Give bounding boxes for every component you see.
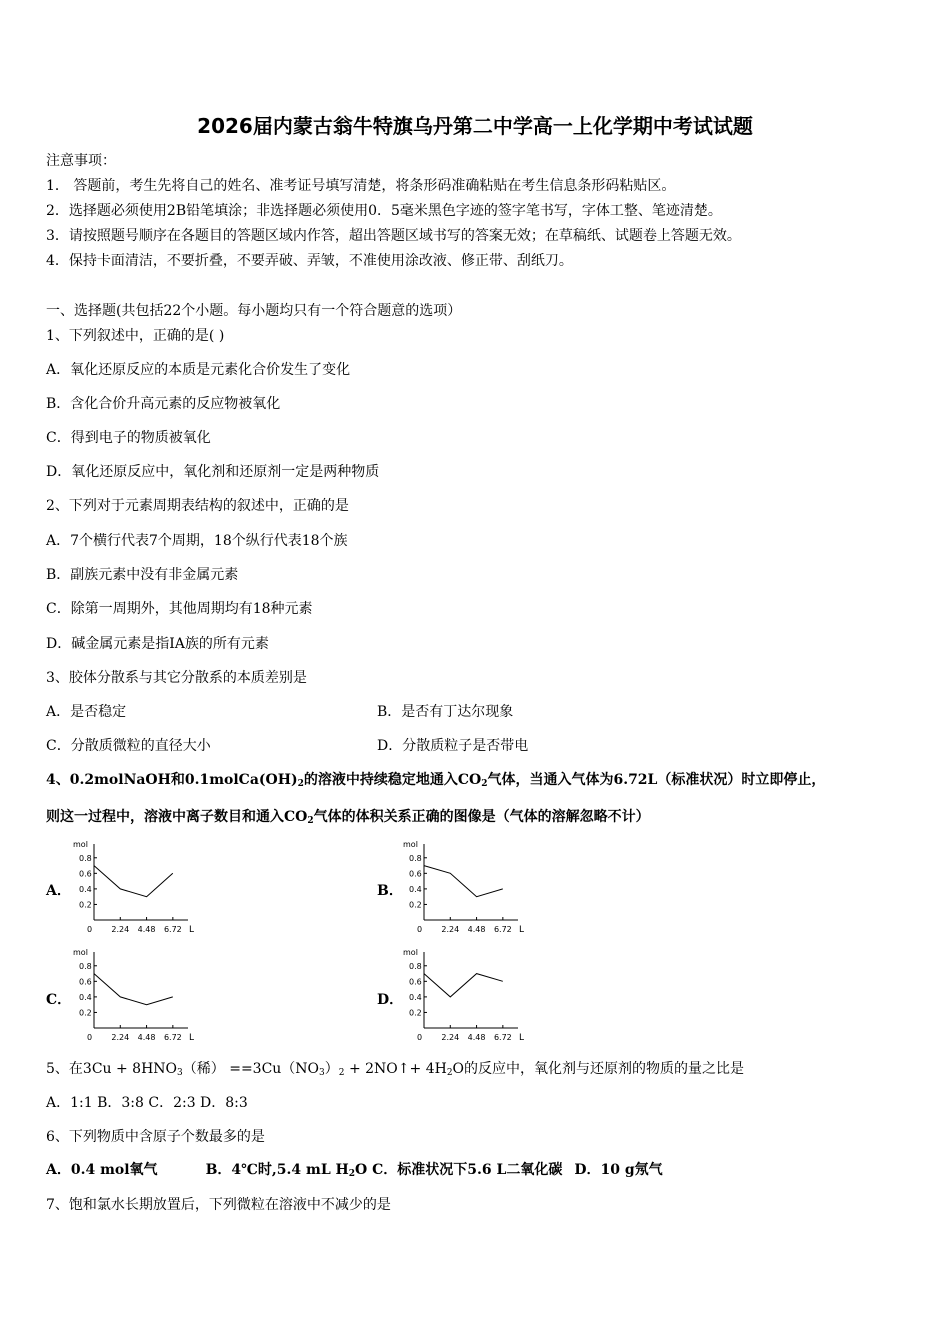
x-tick-label: 6.72	[493, 1033, 512, 1042]
q3-option-b: B．是否有丁达尔现象	[377, 704, 514, 720]
q1-option-c: C．得到电子的物质被氧化	[46, 430, 211, 446]
y-tick-label: 0.2	[79, 1008, 92, 1018]
q2-stem: 2、下列对于元素周期表结构的叙述中，正确的是	[46, 498, 349, 514]
q4-option-c-label: C．	[46, 992, 72, 1008]
x-tick-label: 6.72	[493, 925, 512, 934]
q6-option-b: B．4℃时,5.4 mL H	[205, 1162, 349, 1178]
x-axis-label: L	[189, 925, 195, 935]
q3-option-d: D．分散质粒子是否带电	[377, 738, 529, 754]
q4-text: 4、0.2molNaOH和0.1molCa(OH)	[46, 772, 298, 788]
exam-title: 2026届内蒙古翁牛特旗乌丹第二中学高一上化学期中考试试题	[197, 114, 753, 138]
x-tick-label: 2.24	[441, 925, 460, 934]
q2-option-c: C．除第一周期外，其他周期均有18种元素	[46, 601, 313, 617]
q5-stem	[46, 1060, 744, 1082]
q3-stem: 3、胶体分散系与其它分散系的本质差别是	[46, 670, 307, 686]
q4-text: 气体的体积关系正确的图像是（气体的溶解忽略不计）	[313, 809, 650, 825]
origin-label: 0	[417, 1033, 423, 1042]
q3-option-c: C．分散质微粒的直径大小	[46, 738, 211, 754]
q4-text: 则这一过程中，溶液中离子数目和通入CO	[46, 809, 308, 825]
q6-option-d: D．10 g氖气	[574, 1162, 663, 1178]
y-tick-label: 0.8	[409, 853, 422, 863]
q4-option-a-label: A．	[46, 883, 71, 899]
q5-text: O的反应中，氧化剂与还原剂的物质的量之比是	[452, 1061, 745, 1077]
series-line	[424, 866, 503, 897]
series-line	[94, 866, 173, 897]
y-axis-label: mol	[73, 948, 88, 957]
y-axis-label: mol	[403, 948, 418, 957]
q1-stem: 1、下列叙述中，正确的是( )	[46, 328, 225, 344]
q2-option-b: B．副族元素中没有非金属元素	[46, 567, 239, 583]
x-axis-label: L	[519, 1033, 525, 1043]
notice-item: 2．选择题必须使用2B铅笔填涂；非选择题必须使用0．5毫米黑色字迹的签字笔书写，字体工整、笔迹清楚。	[46, 203, 722, 219]
graph-option-b	[400, 836, 525, 938]
q7-stem: 7、饱和氯水长期放置后，下列微粒在溶液中不减少的是	[46, 1197, 391, 1213]
subscript: 2	[481, 779, 488, 789]
y-tick-label: 0.8	[79, 853, 92, 863]
origin-label: 0	[417, 925, 423, 934]
graph-option-c	[70, 944, 195, 1046]
subscript: 3	[177, 1068, 183, 1078]
q4-text: 气体，当通入气体为6.72L（标准状况）时立即停止，	[487, 772, 826, 788]
y-tick-label: 0.2	[79, 900, 92, 910]
y-tick-label: 0.4	[409, 992, 422, 1002]
section-heading: 一、选择题(共包括22个小题。每小题均只有一个符合题意的选项）	[46, 303, 462, 319]
origin-label: 0	[87, 925, 93, 934]
notice-heading: 注意事项：	[46, 153, 116, 169]
notice-item: 3．请按照题号顺序在各题目的答题区域内作答，超出答题区域书写的答案无效；在草稿纸、试题卷上答题无效。	[46, 228, 741, 244]
x-tick-label: 6.72	[163, 1033, 182, 1042]
y-axis-label: mol	[403, 840, 418, 849]
x-tick-label: 4.48	[467, 925, 486, 934]
y-tick-label: 0.4	[79, 884, 92, 894]
series-line	[424, 974, 503, 997]
x-tick-label: 2.24	[111, 925, 130, 934]
subscript: 2	[297, 779, 304, 789]
q5-options: A．1:1 B．3:8 C．2:3 D．8:3	[46, 1095, 248, 1111]
q5-text: + 2NO↑+ 4H	[344, 1061, 447, 1077]
x-tick-label: 6.72	[163, 925, 182, 934]
y-tick-label: 0.2	[409, 1008, 422, 1018]
y-tick-label: 0.6	[79, 977, 92, 987]
notice-item: 1． 答题前，考生先将自己的姓名、准考证号填写清楚，将条形码准确粘贴在考生信息条形码粘贴区。	[46, 178, 676, 194]
q3-option-a: A．是否稳定	[46, 704, 127, 720]
y-tick-label: 0.2	[409, 900, 422, 910]
y-tick-label: 0.6	[409, 977, 422, 987]
x-tick-label: 4.48	[137, 925, 156, 934]
q1-option-a: A．氧化还原反应的本质是元素化合价发生了变化	[46, 362, 351, 378]
q5-text: 5、在3Cu + 8HNO	[46, 1061, 178, 1077]
series-line	[94, 974, 173, 1005]
q6-option-c: O C．标准状况下5.6 L二氧化碳	[355, 1162, 563, 1178]
x-tick-label: 2.24	[111, 1033, 130, 1042]
q6-option-a: A．0.4 mol氧气	[46, 1162, 158, 1178]
x-tick-label: 4.48	[467, 1033, 486, 1042]
origin-label: 0	[87, 1033, 93, 1042]
subscript: 2	[446, 1068, 453, 1078]
q2-option-d: D．碱金属元素是指ⅠA族的所有元素	[46, 636, 269, 652]
q4-stem-line1	[46, 771, 825, 793]
subscript: 3	[319, 1068, 325, 1078]
graph-option-a	[70, 836, 195, 938]
x-tick-label: 4.48	[137, 1033, 156, 1042]
q5-text: （稀） ==3Cu（NO	[182, 1061, 320, 1077]
graph-option-d	[400, 944, 525, 1046]
x-axis-label: L	[189, 1033, 195, 1043]
q6-stem: 6、下列物质中含原子个数最多的是	[46, 1129, 265, 1145]
q4-stem-line2	[46, 808, 650, 830]
subscript: 2	[338, 1068, 345, 1078]
q2-option-a: A．7个横行代表7个周期，18个纵行代表18个族	[46, 533, 348, 549]
y-tick-label: 0.8	[79, 961, 92, 971]
q1-option-d: D．氧化还原反应中，氧化剂和还原剂一定是两种物质	[46, 464, 380, 480]
y-axis-label: mol	[73, 840, 88, 849]
subscript: 2	[348, 1169, 356, 1179]
q4-option-d-label: D．	[377, 992, 404, 1008]
y-tick-label: 0.6	[79, 869, 92, 879]
subscript: 2	[307, 816, 314, 826]
y-tick-label: 0.6	[409, 869, 422, 879]
q1-option-b: B．含化合价升高元素的反应物被氧化	[46, 396, 281, 412]
x-tick-label: 2.24	[441, 1033, 460, 1042]
y-tick-label: 0.4	[79, 992, 92, 1002]
q4-text: 的溶液中持续稳定地通入CO	[303, 772, 482, 788]
y-tick-label: 0.8	[409, 961, 422, 971]
q6-options	[46, 1161, 663, 1183]
q5-text: ）	[324, 1061, 339, 1077]
x-axis-label: L	[519, 925, 525, 935]
q4-option-b-label: B．	[377, 883, 403, 899]
y-tick-label: 0.4	[409, 884, 422, 894]
notice-item: 4．保持卡面清洁，不要折叠，不要弄破、弄皱，不准使用涂改液、修正带、刮纸刀。	[46, 253, 573, 269]
